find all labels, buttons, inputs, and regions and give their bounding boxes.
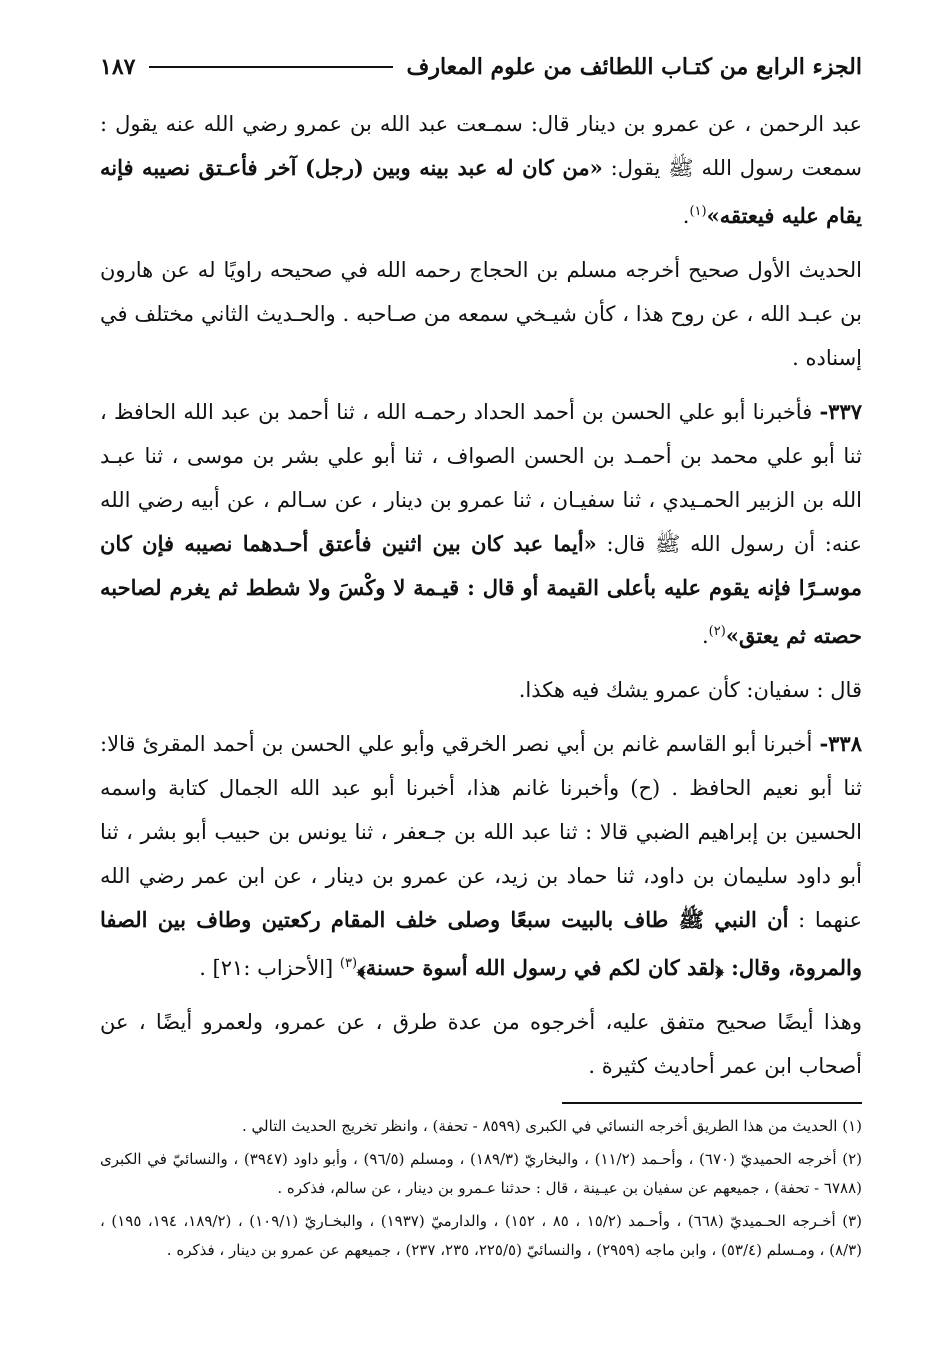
para1-end: . bbox=[682, 204, 690, 228]
paragraph-2 bbox=[100, 248, 862, 380]
para3-text: فأخبرنا أبو علي الحسن بن أحمد الحداد رحمـه الله ، ثنا أحمد بن عبد الله الحافظ ، ثنا أبو علي محمد بن أحمـد بن الحسن الصواف ، ثنا أبو علي بشر بن موسى ، ثنا عبـد الله بن الزبير الحمـيدي ، ثنا سفيـان ، ثنا عمرو بن دينار ، عن سـالم ، عن أبيه رضي الله عنه: أن رسول الله ﷺ قال: bbox=[100, 400, 862, 556]
para5-hadith: أن النبي ﷺ طاف بالبيت سبعًا وصلى خلف المقام ركعتين وطاف بين الصفا والمروة، وقال: ﴿لقد كان لكم في رسول الله أسوة حسنة﴾ bbox=[100, 907, 862, 980]
footnote-1: (١) الحديث من هذا الطريق أخرجه النسائي في الكبرى (٨٥٩٩ - تحفة) ، وانظر تخريج الحديث التالي . bbox=[242, 1117, 862, 1135]
footnote-ref-3[interactable]: (٣) bbox=[339, 956, 358, 971]
page-number: ١٨٧ bbox=[100, 54, 136, 80]
page-header bbox=[100, 42, 862, 92]
paragraph-337 bbox=[100, 390, 862, 658]
footnote-ref-1[interactable]: (١) bbox=[689, 204, 707, 219]
footnotes bbox=[100, 1112, 862, 1265]
paragraph-338 bbox=[100, 722, 862, 990]
paragraph-1 bbox=[100, 102, 862, 238]
para2-text: الحديث الأول صحيح أخرجه مسلم بن الحجاج رحمه الله في صحيحه راويًا له عن هارون بن عبـد الله ، عن روح هذا ، كأن شيـخي سمعه من صـاحبه . والحـديث الثاني مختلف في إسناده . bbox=[100, 258, 862, 370]
hadith-number-338: ٣٣٨- bbox=[819, 731, 862, 756]
footnote-2: (٢) أخرجه الحميديّ (٦٧٠) ، وأحـمد (١١/٢) ، والبخاريّ (١٨٩/٣) ، ومسلم (٩٦/٥) ، وأبو داود (٣٩٤٧) ، والنسائيّ في الكبرى (٦٧٨٨ - تحفة) ، جميعهم عن سفيان بن عيـينة ، قال : حدثنا عـمرو بن دينار ، عن سالم، فذكره . bbox=[100, 1150, 862, 1197]
para1-text: عبد الرحمن ، عن عمرو بن دينار قال: سمـعت عبد الله بن عمرو رضي الله عنه يقول : سمعت رسول الله ﷺ يقول: bbox=[100, 112, 862, 180]
para4-text: قال : سفيان: كأن عمرو يشك فيه هكذا. bbox=[518, 678, 862, 702]
para1-hadith: «من كان له عبد بينه وبين (رجل) آخر فأعـتق نصيبه فإنه يقام عليه فيعتقه» bbox=[100, 155, 862, 228]
para3-hadith: «أيما عبد كان بين اثنين فأعتق أحـدهما نصيبه فإن كان موسـرًا فإنه يقوم عليه بأعلى القيمة أو قال : قيـمة لا وكْسَ ولا شطط ثم يغرم لصاحبه حصته ثم يعتق» bbox=[100, 531, 862, 648]
para5-end: [الأحزاب :٢١] . bbox=[199, 956, 340, 980]
header-rule bbox=[149, 66, 392, 68]
para3-end: . bbox=[701, 624, 709, 648]
footnote-ref-2[interactable]: (٢) bbox=[708, 624, 726, 639]
hadith-number-337: ٣٣٧- bbox=[819, 399, 862, 424]
para5-text: أخبرنا أبو القاسم غانم بن أبي نصر الخرقي وأبو علي الحسن بن أحمد المقرئ قالا: ثنا أبو نعيم الحافظ . (ح) وأخبرنا غانم هذا، أخبرنا أبو عبد الله الجمال كتابة واسمه الحسين بن إبراهيم الضبي قالا : ثنا عبد الله بن جـعفر ، ثنا يونس بن حبيب أبو بشر ، ثنا أبو داود سليمان بن داود، ثنا حماد بن زيد، عن عمرو بن دينار ، عن ابن عمر رضي الله عنهما : bbox=[100, 732, 862, 932]
paragraph-6 bbox=[100, 1000, 862, 1088]
footnote-3: (٣) أخـرجه الحـميديّ (٦٦٨) ، وأحـمد (١٥/٢ ، ٨٥ ، ١٥٢) ، والدارميّ (١٩٣٧) ، والبخـاريّ (١٠٩/١) ، (١٨٩/٢، ١٩٤، ١٩٥) ، (٨/٣) ، ومـسلم (٥٣/٤) ، وابن ماجه (٢٩٥٩) ، والنسائيّ (٢٢٥/٥، ٢٣٥، ٢٣٧) ، جميعهم عن عمرو بن دينار ، فذكره . bbox=[100, 1212, 863, 1259]
running-title: الجزء الرابع من كتـاب اللطائف من علوم المعارف bbox=[406, 54, 862, 80]
footnote-separator bbox=[562, 1102, 862, 1104]
paragraph-4 bbox=[100, 668, 862, 712]
para6-text: وهذا أيضًا صحيح متفق عليه، أخرجوه من عدة طرق ، عن عمرو، ولعمرو أيضًا ، عن أصحاب ابن عمر أحاديث كثيرة . bbox=[100, 1010, 862, 1078]
